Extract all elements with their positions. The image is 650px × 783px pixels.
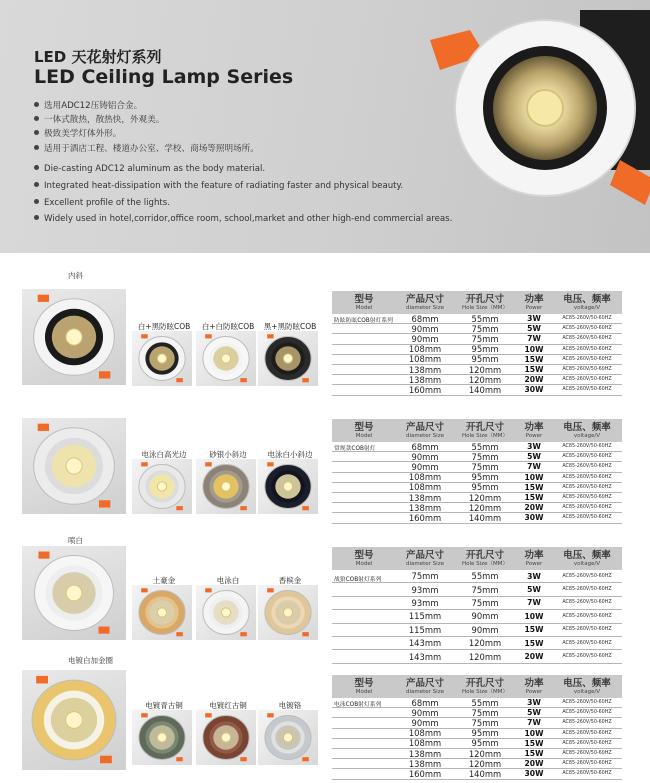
- diameter-cell: 138mm: [408, 364, 442, 375]
- feature-bullet: Excellent profile of the lights.: [34, 198, 170, 208]
- table-row: [332, 739, 622, 749]
- diameter-cell: 90mm: [411, 333, 439, 344]
- diameter-cell: 93mm: [411, 597, 439, 608]
- power-cell: 15W: [524, 738, 544, 748]
- diameter-cell: 160mm: [408, 768, 442, 779]
- diameter-cell: 143mm: [408, 638, 442, 649]
- header-voltage-en: voltage/V: [573, 688, 601, 695]
- voltage-cell: AC85-260V/50-60HZ: [562, 710, 612, 716]
- lamp-illustration: [22, 670, 126, 770]
- header-diameter: 产品尺寸: [405, 549, 444, 561]
- variant-photo: [196, 585, 256, 640]
- diameter-cell: 68mm: [411, 441, 439, 452]
- header-diameter: 产品尺寸: [405, 293, 444, 305]
- header-model-en: Model: [355, 688, 373, 695]
- table-row: [332, 610, 622, 623]
- hole-cell: 75mm: [471, 584, 499, 595]
- hole-cell: 120mm: [468, 364, 502, 375]
- voltage-cell: AC85-260V/50-60HZ: [562, 700, 612, 706]
- spec-table: [332, 291, 622, 396]
- main-lamp-photo: [22, 546, 126, 640]
- spec-table: [332, 547, 622, 664]
- table-row: [332, 462, 622, 472]
- title-cn: LED 天花射灯系列: [34, 48, 162, 66]
- header-diameter-en: diameter Size: [406, 432, 444, 439]
- diameter-cell: 75mm: [411, 571, 439, 582]
- variant-lamp-illustration: [258, 585, 318, 640]
- header-model: 型号: [354, 549, 374, 561]
- header-diameter-en: diameter Size: [406, 688, 444, 695]
- voltage-cell: AC85-260V/50-60HZ: [562, 387, 612, 393]
- table-row: [332, 452, 622, 462]
- variant-lamp-illustration: [132, 585, 192, 640]
- header-voltage-en: voltage/V: [573, 560, 601, 567]
- table-row: [332, 503, 622, 513]
- variant-caption: 砂银小斜边: [209, 450, 247, 459]
- hole-cell: 120mm: [468, 502, 502, 513]
- header-hole-en: Hole Size（MM）: [462, 688, 508, 695]
- diameter-cell: 138mm: [408, 502, 442, 513]
- variant-lamp-illustration: [196, 459, 256, 514]
- hole-cell: 140mm: [468, 512, 502, 523]
- voltage-cell: AC85-260V/50-60HZ: [562, 761, 612, 767]
- table-row: [332, 375, 622, 385]
- hole-cell: 95mm: [471, 728, 499, 739]
- hole-cell: 95mm: [471, 482, 499, 493]
- power-cell: 5W: [527, 585, 541, 595]
- diameter-cell: 138mm: [408, 748, 442, 759]
- variant-photo: [258, 331, 318, 386]
- spec-table-header: [332, 291, 622, 314]
- power-cell: 3W: [527, 698, 541, 708]
- power-cell: 20W: [524, 503, 544, 513]
- power-cell: 10W: [524, 728, 544, 738]
- variant-photo: [258, 585, 318, 640]
- hole-cell: 95mm: [471, 472, 499, 483]
- diameter-cell: 160mm: [408, 512, 442, 523]
- header-power-en: Power: [525, 688, 543, 695]
- power-cell: 7W: [527, 598, 541, 608]
- power-cell: 15W: [524, 749, 544, 759]
- main-lamp-photo: [22, 670, 126, 770]
- variant-caption: 白+白防眩COB: [201, 322, 255, 331]
- hole-cell: 75mm: [471, 323, 499, 334]
- header-voltage: 电压、频率: [563, 677, 611, 689]
- diameter-cell: 108mm: [408, 354, 442, 365]
- table-row: [332, 769, 622, 779]
- variant-lamp-illustration: [258, 710, 318, 765]
- section-label: 喷白: [68, 536, 83, 545]
- power-cell: 5W: [527, 324, 541, 334]
- power-cell: 3W: [527, 571, 541, 581]
- table-row: [332, 483, 622, 493]
- feature-bullet: 一体式散热，散热快，外观美。: [34, 113, 164, 125]
- diameter-cell: 90mm: [411, 717, 439, 728]
- hole-cell: 95mm: [471, 738, 499, 749]
- hole-cell: 75mm: [471, 461, 499, 472]
- power-cell: 20W: [524, 759, 544, 769]
- header-hole-en: Hole Size（MM）: [462, 432, 508, 439]
- feature-bullet: 极致美学灯体外形。: [34, 127, 121, 139]
- variant-photo: [196, 331, 256, 386]
- feature-bullet: Integrated heat-dissipation with the feature of radiating faster and physical beauty.: [34, 181, 403, 191]
- hole-cell: 95mm: [471, 354, 499, 365]
- table-row: [332, 650, 622, 663]
- voltage-cell: AC85-260V/50-60HZ: [562, 751, 612, 757]
- variant-photo: [196, 459, 256, 514]
- spec-table-header: [332, 675, 622, 698]
- voltage-cell: AC85-260V/50-60HZ: [562, 613, 612, 619]
- header-hole: 开孔尺寸: [465, 421, 504, 433]
- diameter-cell: 138mm: [408, 492, 442, 503]
- power-cell: 20W: [524, 375, 544, 385]
- header-diameter: 产品尺寸: [405, 677, 444, 689]
- variant-lamp-illustration: [196, 585, 256, 640]
- diameter-cell: 138mm: [408, 374, 442, 385]
- header-hole: 开孔尺寸: [465, 293, 504, 305]
- diameter-cell: 115mm: [408, 611, 442, 622]
- variant-caption: 电泳白小斜边: [267, 450, 313, 459]
- table-row: [332, 597, 622, 610]
- power-cell: 15W: [524, 493, 544, 503]
- header-diameter: 产品尺寸: [405, 421, 444, 433]
- lamp-illustration: [22, 546, 126, 640]
- header-power-en: Power: [525, 560, 543, 567]
- variant-caption: 电泳白高光边: [141, 450, 187, 459]
- power-cell: 30W: [524, 513, 544, 523]
- voltage-cell: AC85-260V/50-60HZ: [562, 600, 612, 606]
- diameter-cell: 160mm: [408, 384, 442, 395]
- header-hole: 开孔尺寸: [465, 549, 504, 561]
- main-lamp-photo: [22, 289, 126, 385]
- header-power-en: Power: [525, 304, 543, 311]
- variant-photo: [258, 710, 318, 765]
- power-cell: 7W: [527, 718, 541, 728]
- header-voltage: 电压、频率: [563, 421, 611, 433]
- power-cell: 15W: [524, 625, 544, 635]
- voltage-cell: AC85-260V/50-60HZ: [562, 444, 612, 450]
- feature-bullet: 选用ADC12压铸铝合金。: [34, 99, 142, 111]
- variant-caption: 土豪金: [152, 576, 176, 585]
- diameter-cell: 108mm: [408, 738, 442, 749]
- model-name: 战狼COB射灯系列: [334, 577, 382, 583]
- header-model: 型号: [354, 293, 374, 305]
- table-row: [332, 749, 622, 759]
- variant-photo: [258, 459, 318, 514]
- header-model: 型号: [354, 677, 374, 689]
- lamp-illustration: [22, 418, 126, 514]
- hole-cell: 140mm: [468, 384, 502, 395]
- power-cell: 15W: [524, 638, 544, 648]
- power-cell: 10W: [524, 344, 544, 354]
- power-cell: 30W: [524, 769, 544, 779]
- power-cell: 30W: [524, 385, 544, 395]
- feature-bullet: Die-casting ADC12 aluminum as the body material.: [34, 164, 265, 174]
- diameter-cell: 108mm: [408, 472, 442, 483]
- hole-cell: 120mm: [468, 651, 502, 662]
- diameter-cell: 90mm: [411, 323, 439, 334]
- variant-photo: [132, 459, 192, 514]
- spec-table: [332, 675, 622, 780]
- hole-cell: 75mm: [471, 451, 499, 462]
- table-row: [332, 718, 622, 728]
- table-row: [332, 345, 622, 355]
- hole-cell: 75mm: [471, 717, 499, 728]
- diameter-cell: 138mm: [408, 758, 442, 769]
- header-power: 功率: [524, 421, 544, 433]
- voltage-cell: AC85-260V/50-60HZ: [562, 454, 612, 460]
- hole-cell: 75mm: [471, 707, 499, 718]
- table-row: [332, 708, 622, 718]
- hole-cell: 95mm: [471, 344, 499, 355]
- power-cell: 3W: [527, 314, 541, 324]
- variant-caption: 黑+黑防眩COB: [263, 322, 317, 331]
- voltage-cell: AC85-260V/50-60HZ: [562, 316, 612, 322]
- diameter-cell: 108mm: [408, 344, 442, 355]
- variant-caption: 香槟金: [278, 576, 302, 585]
- variant-photo: [196, 710, 256, 765]
- hole-cell: 75mm: [471, 333, 499, 344]
- variant-lamp-illustration: [196, 710, 256, 765]
- table-row: [332, 729, 622, 739]
- diameter-cell: 90mm: [411, 461, 439, 472]
- voltage-cell: AC85-260V/50-60HZ: [562, 464, 612, 470]
- header-power: 功率: [524, 549, 544, 561]
- title-en: LED Ceiling Lamp Series: [34, 66, 294, 88]
- voltage-cell: AC85-260V/50-60HZ: [562, 771, 612, 777]
- model-name: 常规款COB射灯: [334, 446, 376, 452]
- variant-lamp-illustration: [132, 459, 192, 514]
- diameter-cell: 93mm: [411, 584, 439, 595]
- voltage-cell: AC85-260V/50-60HZ: [562, 515, 612, 521]
- lamp-illustration: [22, 289, 126, 385]
- table-row: [332, 355, 622, 365]
- header-voltage-en: voltage/V: [573, 432, 601, 439]
- variant-lamp-illustration: [132, 331, 192, 386]
- voltage-cell: AC85-260V/50-60HZ: [562, 654, 612, 660]
- hole-cell: 120mm: [468, 748, 502, 759]
- diameter-cell: 143mm: [408, 651, 442, 662]
- variant-photo: [132, 331, 192, 386]
- variant-lamp-illustration: [196, 331, 256, 386]
- header-hole-en: Hole Size（MM）: [462, 560, 508, 567]
- header-power: 功率: [524, 293, 544, 305]
- variant-lamp-illustration: [132, 710, 192, 765]
- variant-photo: [132, 710, 192, 765]
- power-cell: 10W: [524, 611, 544, 621]
- voltage-cell: AC85-260V/50-60HZ: [562, 356, 612, 362]
- power-cell: 15W: [524, 354, 544, 364]
- hole-cell: 120mm: [468, 492, 502, 503]
- table-row: [332, 334, 622, 344]
- hole-cell: 120mm: [468, 638, 502, 649]
- power-cell: 3W: [527, 442, 541, 452]
- voltage-cell: AC85-260V/50-60HZ: [562, 627, 612, 633]
- header-diameter-en: diameter Size: [406, 304, 444, 311]
- diameter-cell: 108mm: [408, 728, 442, 739]
- feature-bullet: 适用于酒店工程、楼道办公室、学校、商场等照明场所。: [34, 142, 259, 154]
- table-row: [332, 583, 622, 596]
- header-voltage-en: voltage/V: [573, 304, 601, 311]
- hole-cell: 55mm: [471, 313, 499, 324]
- power-cell: 15W: [524, 365, 544, 375]
- power-cell: 20W: [524, 652, 544, 662]
- hero-lamp-image: [430, 10, 650, 230]
- diameter-cell: 90mm: [411, 707, 439, 718]
- voltage-cell: AC85-260V/50-60HZ: [562, 587, 612, 593]
- power-cell: 10W: [524, 472, 544, 482]
- feature-bullet: Widely used in hotel,corridor,office room, school,market and other high-end commercial areas.: [34, 214, 452, 224]
- diameter-cell: 115mm: [408, 624, 442, 635]
- variant-lamp-illustration: [258, 459, 318, 514]
- table-row: [332, 473, 622, 483]
- header-voltage: 电压、频率: [563, 549, 611, 561]
- header-voltage: 电压、频率: [563, 293, 611, 305]
- header-model-en: Model: [355, 304, 373, 311]
- model-name: 防眩防眩COB射灯系列: [334, 318, 393, 324]
- diameter-cell: 68mm: [411, 697, 439, 708]
- header-model-en: Model: [355, 560, 373, 567]
- header-diameter-en: diameter Size: [406, 560, 444, 567]
- voltage-cell: AC85-260V/50-60HZ: [562, 720, 612, 726]
- power-cell: 15W: [524, 482, 544, 492]
- voltage-cell: AC85-260V/50-60HZ: [562, 730, 612, 736]
- variant-caption: 电镀红古铜: [209, 701, 247, 710]
- spec-table-header: [332, 547, 622, 570]
- diameter-cell: 108mm: [408, 482, 442, 493]
- header-hole-en: Hole Size（MM）: [462, 304, 508, 311]
- diameter-cell: 90mm: [411, 451, 439, 462]
- voltage-cell: AC85-260V/50-60HZ: [562, 573, 612, 579]
- hole-cell: 90mm: [471, 624, 499, 635]
- voltage-cell: AC85-260V/50-60HZ: [562, 367, 612, 373]
- header-model: 型号: [354, 421, 374, 433]
- table-row: [332, 624, 622, 637]
- diameter-cell: 68mm: [411, 313, 439, 324]
- variant-caption: 电镀青古铜: [145, 701, 183, 710]
- hole-cell: 140mm: [468, 768, 502, 779]
- table-row: [332, 493, 622, 503]
- model-name: 电泳COB射灯系列: [334, 702, 382, 708]
- voltage-cell: AC85-260V/50-60HZ: [562, 346, 612, 352]
- voltage-cell: AC85-260V/50-60HZ: [562, 484, 612, 490]
- table-row: [332, 385, 622, 395]
- power-cell: 7W: [527, 462, 541, 472]
- spec-table-header: [332, 419, 622, 442]
- hole-cell: 120mm: [468, 374, 502, 385]
- voltage-cell: AC85-260V/50-60HZ: [562, 336, 612, 342]
- hole-cell: 55mm: [471, 441, 499, 452]
- hole-cell: 55mm: [471, 697, 499, 708]
- voltage-cell: AC85-260V/50-60HZ: [562, 326, 612, 332]
- power-cell: 7W: [527, 334, 541, 344]
- header-power: 功率: [524, 677, 544, 689]
- header-hole: 开孔尺寸: [465, 677, 504, 689]
- hole-cell: 120mm: [468, 758, 502, 769]
- voltage-cell: AC85-260V/50-60HZ: [562, 640, 612, 646]
- table-row: [332, 637, 622, 650]
- header-model-en: Model: [355, 432, 373, 439]
- hole-cell: 90mm: [471, 611, 499, 622]
- spec-table: [332, 419, 622, 524]
- table-row: [332, 365, 622, 375]
- power-cell: 5W: [527, 708, 541, 718]
- variant-photo: [132, 585, 192, 640]
- voltage-cell: AC85-260V/50-60HZ: [562, 474, 612, 480]
- hero-banner: [0, 0, 650, 253]
- voltage-cell: AC85-260V/50-60HZ: [562, 377, 612, 383]
- variant-caption: 电镀铬: [278, 701, 302, 710]
- table-row: [332, 324, 622, 334]
- main-lamp-photo: [22, 418, 126, 514]
- section-label: 内斜: [68, 271, 83, 280]
- table-row: [332, 513, 622, 523]
- hole-cell: 75mm: [471, 597, 499, 608]
- variant-caption: 白+黑防眩COB: [137, 322, 191, 331]
- voltage-cell: AC85-260V/50-60HZ: [562, 740, 612, 746]
- variant-lamp-illustration: [258, 331, 318, 386]
- table-row: [332, 759, 622, 769]
- power-cell: 5W: [527, 452, 541, 462]
- header-power-en: Power: [525, 432, 543, 439]
- voltage-cell: AC85-260V/50-60HZ: [562, 505, 612, 511]
- section-label: 电镀白加金圈: [68, 656, 113, 665]
- hole-cell: 55mm: [471, 571, 499, 582]
- variant-caption: 电泳白: [216, 576, 240, 585]
- voltage-cell: AC85-260V/50-60HZ: [562, 495, 612, 501]
